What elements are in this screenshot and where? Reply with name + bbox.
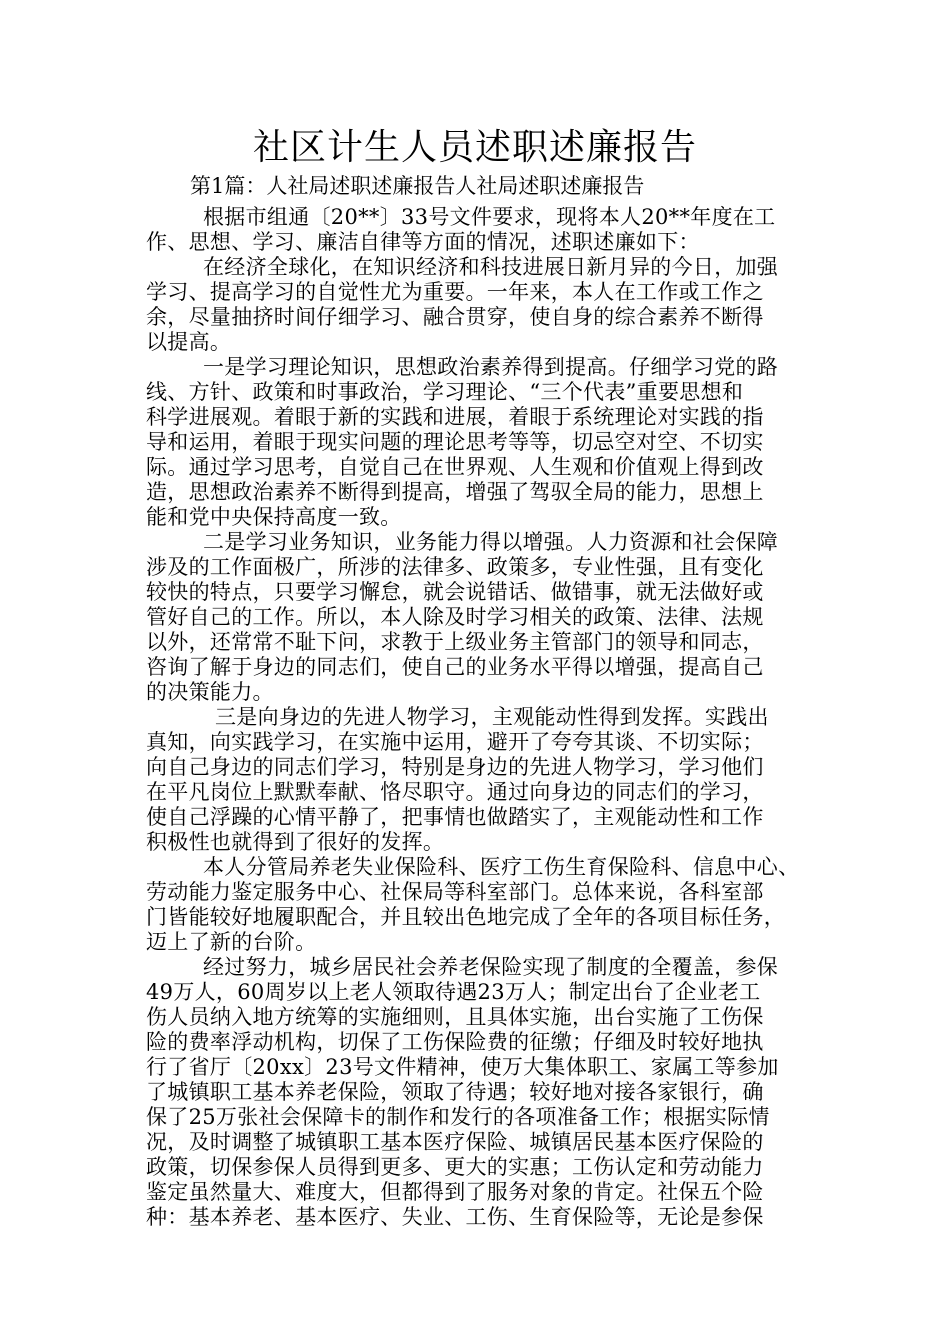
body-line: 三是向身边的先进人物学习，主观能动性得到发挥。实践出 xyxy=(215,705,769,729)
body-line: 在平凡岗位上默默奉献、恪尽职守。通过向身边的同志们的学习， xyxy=(146,780,764,804)
body-line: 造，思想政治素养不断得到提高，增强了驾驭全局的能力，思想上 xyxy=(146,480,764,504)
document-subtitle: 第1篇：人社局述职述廉报告人社局述职述廉报告 xyxy=(190,174,645,198)
body-line: 49万人，60周岁以上老人领取待遇23万人；制定出台了企业老工 xyxy=(146,980,761,1004)
body-line: 能和党中央保持高度一致。 xyxy=(146,505,402,529)
body-line: 咨询了解于身边的同志们，使自己的业务水平得以增强，提高自己 xyxy=(146,655,764,679)
body-line: 政策，切保参保人员得到更多、更大的实惠；工伤认定和劳动能力 xyxy=(146,1155,764,1179)
body-line: 一是学习理论知识，思想政治素养得到提高。仔细学习党的路 xyxy=(203,355,779,379)
body-line: 余，尽量抽挤时间仔细学习、融合贯穿，使自身的综合素养不断得 xyxy=(146,305,764,329)
body-line: 种：基本养老、基本医疗、失业、工伤、生育保险等，无论是参保 xyxy=(146,1205,764,1229)
body-line: 际。通过学习思考，自觉自己在世界观、人生观和价值观上得到改 xyxy=(146,455,764,479)
body-line: 了城镇职工基本养老保险，领取了待遇；较好地对接各家银行，确 xyxy=(146,1080,764,1104)
body-line: 本人分管局养老失业保险科、医疗工伤生育保险科、信息中心、 xyxy=(203,855,800,879)
body-line: 的决策能力。 xyxy=(146,680,274,704)
body-line: 以外，还常常不耻下问，求教于上级业务主管部门的领导和同志， xyxy=(146,630,764,654)
body-line: 迈上了新的台阶。 xyxy=(146,930,317,954)
body-line: 科学进展观。着眼于新的实践和进展，着眼于系统理论对实践的指 xyxy=(146,405,764,429)
body-line: 况，及时调整了城镇职工基本医疗保险、城镇居民基本医疗保险的 xyxy=(146,1130,764,1154)
body-line: 二是学习业务知识，业务能力得以增强。人力资源和社会保障 xyxy=(203,530,779,554)
body-line: 向自己身边的同志们学习，特别是身边的先进人物学习，学习他们 xyxy=(146,755,764,779)
body-line: 以提高。 xyxy=(146,330,232,354)
body-line: 在经济全球化，在知识经济和科技进展日新月异的今日，加强 xyxy=(203,255,779,279)
body-line: 积极性也就得到了很好的发挥。 xyxy=(146,830,445,854)
document-title: 社区计生人员述职述廉报告 xyxy=(252,127,697,168)
body-line: 劳动能力鉴定服务中心、社保局等科室部门。总体来说，各科室部 xyxy=(146,880,764,904)
body-line: 鉴定虽然量大、难度大，但都得到了服务对象的肯定。社保五个险 xyxy=(146,1180,764,1204)
body-line: 线、方针、政策和时事政治，学习理论、“三个代表”重要思想和 xyxy=(146,380,744,404)
body-line: 涉及的工作面极广，所涉的法律多、政策多，专业性强，且有变化 xyxy=(146,555,764,579)
body-line: 行了省厅〔20xx〕23号文件精神，使万大集体职工、家属工等参加 xyxy=(146,1055,779,1079)
body-line: 管好自己的工作。所以，本人除及时学习相关的政策、法律、法规 xyxy=(146,605,764,629)
body-line: 使自己浮躁的心情平静了，把事情也做踏实了，主观能动性和工作 xyxy=(146,805,764,829)
body-line: 真知，向实践学习，在实施中运用，避开了夸夸其谈、不切实际； xyxy=(146,730,764,754)
body-line: 作、思想、学习、廉洁自律等方面的情况，述职述廉如下： xyxy=(146,230,700,254)
body-line: 保了25万张社会保障卡的制作和发行的各项准备工作；根据实际情 xyxy=(146,1105,770,1129)
body-line: 较快的特点，只要学习懈怠，就会说错话、做错事，就无法做好或 xyxy=(146,580,764,604)
body-line: 学习、提高学习的自觉性尤为重要。一年来，本人在工作或工作之 xyxy=(146,280,764,304)
body-line: 门皆能较好地履职配合，并且较出色地完成了全年的各项目标任务， xyxy=(146,905,785,929)
body-line: 根据市组通〔20**〕33号文件要求，现将本人20**年度在工 xyxy=(203,205,776,229)
body-line: 伤人员纳入地方统筹的实施细则，且具体实施，出台实施了工伤保 xyxy=(146,1005,764,1029)
body-line: 险的费率浮动机构，切保了工伤保险费的征缴；仔细及时较好地执 xyxy=(146,1030,764,1054)
body-line: 导和运用，着眼于现实问题的理论思考等等，切忌空对空、不切实 xyxy=(146,430,764,454)
body-line: 经过努力，城乡居民社会养老保险实现了制度的全覆盖，参保 xyxy=(203,955,779,979)
